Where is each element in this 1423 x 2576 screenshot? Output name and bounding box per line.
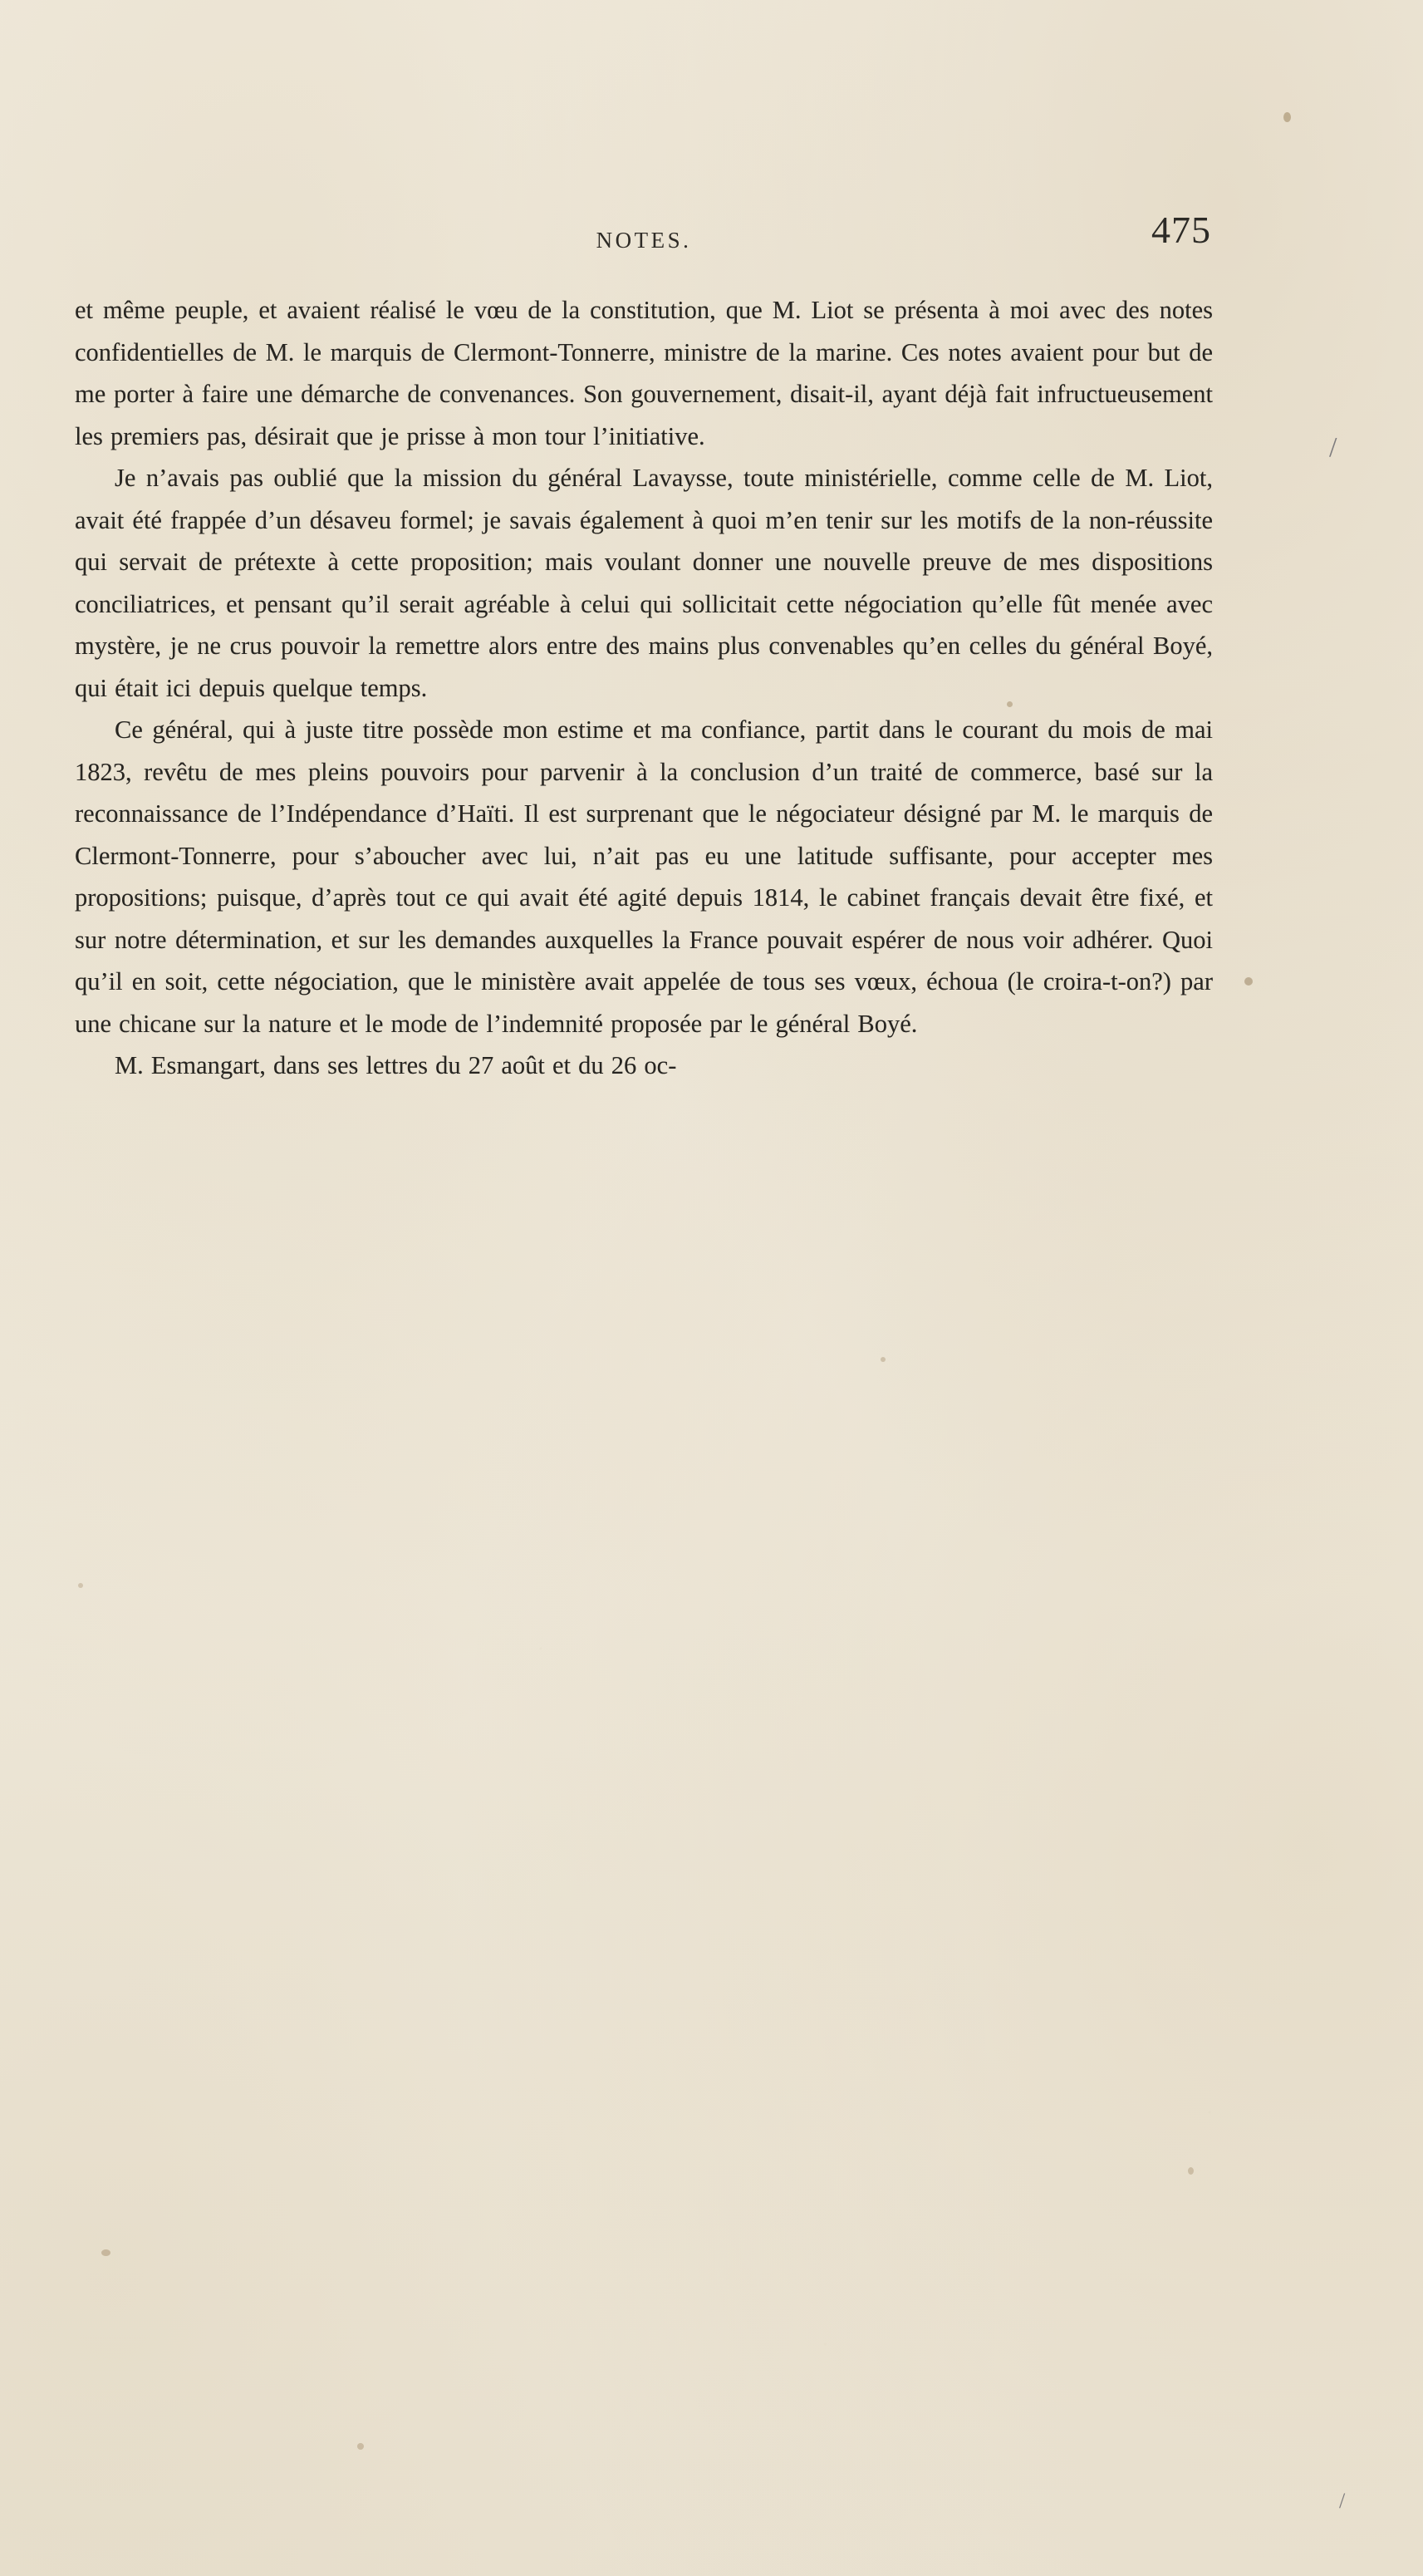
foxing-speck: [1283, 112, 1291, 122]
foxing-speck: [1244, 977, 1253, 986]
foxing-speck: [881, 1357, 886, 1362]
foxing-speck: [357, 2443, 364, 2450]
margin-pen-mark-lower: /: [1339, 2489, 1346, 2513]
page-content: [75, 208, 1213, 1087]
foxing-speck: [78, 1583, 83, 1588]
margin-pen-mark: /: [1329, 432, 1337, 463]
page-number: 475: [1151, 209, 1211, 251]
paragraph-3: Ce général, qui à juste titre possède mon estime et ma confiance, partit dans le courant du mois de mai 1823, revêtu de mes pleins pouvoirs pour parvenir à la conclusion d’un traité de commerce, basé sur la reconnaissance de l’Indépendance d’Haïti. Il est surprenant que le négociateur désigné par M. le marquis de Clermont-Tonnerre, pour s’aboucher avec lui, n’ait pas eu une latitude suffisante, pour accepter mes propositions; puisque, d’après tout ce qui avait été agité depuis 1814, le cabinet français devait être fixé, et sur notre détermination, et sur les demandes auxquelles la France pouvait espérer de nous voir adhérer. Quoi qu’il en soit, cette négociation, que le ministère avait appelée de tous ses vœux, échoua (le croira-t-on?) par une chicane sur la nature et le mode de l’indemnité proposée par le général Boyé.: [75, 715, 1213, 1038]
foxing-speck: [1188, 2167, 1194, 2175]
foxing-speck: [101, 2249, 110, 2256]
paragraph-4: M. Esmangart, dans ses lettres du 27 août et du 26 oc-: [115, 1051, 677, 1079]
paragraph-2: Je n’avais pas oublié que la mission du général Lavaysse, toute ministérielle, comme celle de M. Liot, avait été frappée d’un désaveu formel; je savais également à quoi m’en tenir sur les motifs de la non-réussite qui servait de prétexte à cette proposition; mais voulant donner une nouvelle preuve de mes dispositions conciliatrices, et pensant qu’il serait agréable à celui qui sollicitait cette négociation qu’elle fût menée avec mystère, je ne crus pouvoir la remettre alors entre des mains plus convenables qu’en celles du général Boyé, qui était ici depuis quelque temps.: [75, 464, 1213, 702]
running-head-title: NOTES.: [596, 228, 692, 253]
paragraph-1: et même peuple, et avaient réalisé le vœu de la constitution, que M. Liot se présenta à moi avec des notes confidentielles de M. le marquis de Clermont-Tonnerre, ministre de la marine. Ces notes avaient pour but de me porter à faire une démarche de convenances. Son gouvernement, disait-il, ayant déjà fait infructueusement les premiers pas, désirait que je prisse à mon tour l’initiative.: [75, 296, 1213, 450]
running-header: [75, 208, 1213, 266]
